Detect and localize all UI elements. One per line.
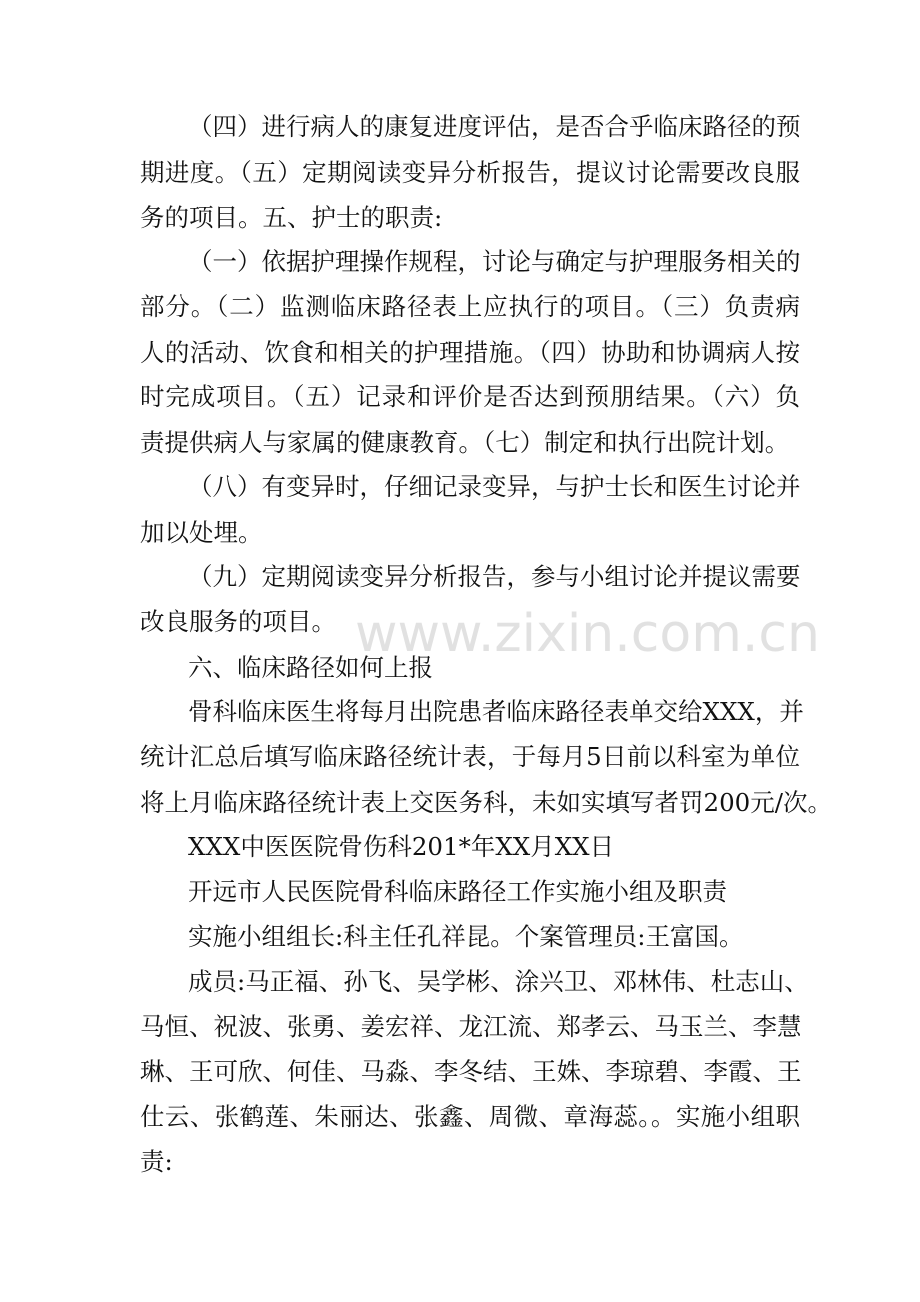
paragraph-line: （四）进行病人的康复进度评估，是否合乎临床路径的预 <box>188 112 801 141</box>
paragraph-line: 实施小组组长:科主任孔祥昆。个案管理员:王富国。 <box>188 922 744 951</box>
paragraph-line: （九）定期阅读变异分析报告，参与小组讨论并提议需要 <box>188 562 801 591</box>
paragraph-line: （八）有变异时，仔细记录变异，与护士长和医生讨论并 <box>188 472 801 501</box>
paragraph-line: 时完成项目。（五）记录和评价是否达到预朋结果。（六）负 <box>140 382 800 411</box>
members-line: 责: <box>140 1147 173 1176</box>
members-line: 琳、王可欣、何佳、马淼、李冬结、王姝、李琼碧、李霞、王 <box>140 1057 802 1086</box>
paragraph-line: 骨科临床医生将每月出院患者临床路径表单交给XXX，并 <box>188 697 804 726</box>
signature-date-line: XXX中医医院骨伤科201*年XX月XX日 <box>188 832 615 861</box>
watermark-text: www.zixin.com.cn <box>355 604 820 664</box>
section-heading: 六、临床路径如何上报 <box>188 653 433 682</box>
paragraph-line: 务的项目。五、护士的职责: <box>140 203 443 232</box>
section-title: 开远市人民医院骨科临床路径工作实施小组及职责 <box>188 877 727 906</box>
paragraph-line: 责提供病人与家属的健康教育。（七）制定和执行出院计划。 <box>140 428 790 457</box>
paragraph-line: 期进度。（五）定期阅读变异分析报告，提议讨论需要改良服 <box>140 158 800 187</box>
paragraph-line: 改良服务的项目。 <box>140 607 336 636</box>
paragraph-line: （一）依据护理操作规程，讨论与确定与护理服务相关的 <box>188 247 801 276</box>
paragraph-line: 部分。（二）监测临床路径表上应执行的项目。（三）负责病 <box>140 292 800 321</box>
members-line: 成员:马正福、孙飞、吴学彬、涂兴卫、邓林伟、杜志山、 <box>188 967 809 996</box>
members-line: 仕云、张鹤莲、朱丽达、张鑫、周微、章海蕊。。实施小组职 <box>140 1102 800 1131</box>
paragraph-line: 统计汇总后填写临床路径统计表，于每月5日前以科室为单位 <box>140 742 800 771</box>
paragraph-line: 人的活动、饮食和相关的护理措施。（四）协助和协调病人按 <box>140 338 800 367</box>
members-line: 马恒、祝波、张勇、姜宏祥、龙江流、郑孝云、马玉兰、李慧 <box>140 1012 802 1041</box>
paragraph-line: 加以处埋。 <box>140 518 263 547</box>
paragraph-line: 将上月临床路径统计表上交医务科，未如实填写者罚200元/次。 <box>140 788 833 817</box>
